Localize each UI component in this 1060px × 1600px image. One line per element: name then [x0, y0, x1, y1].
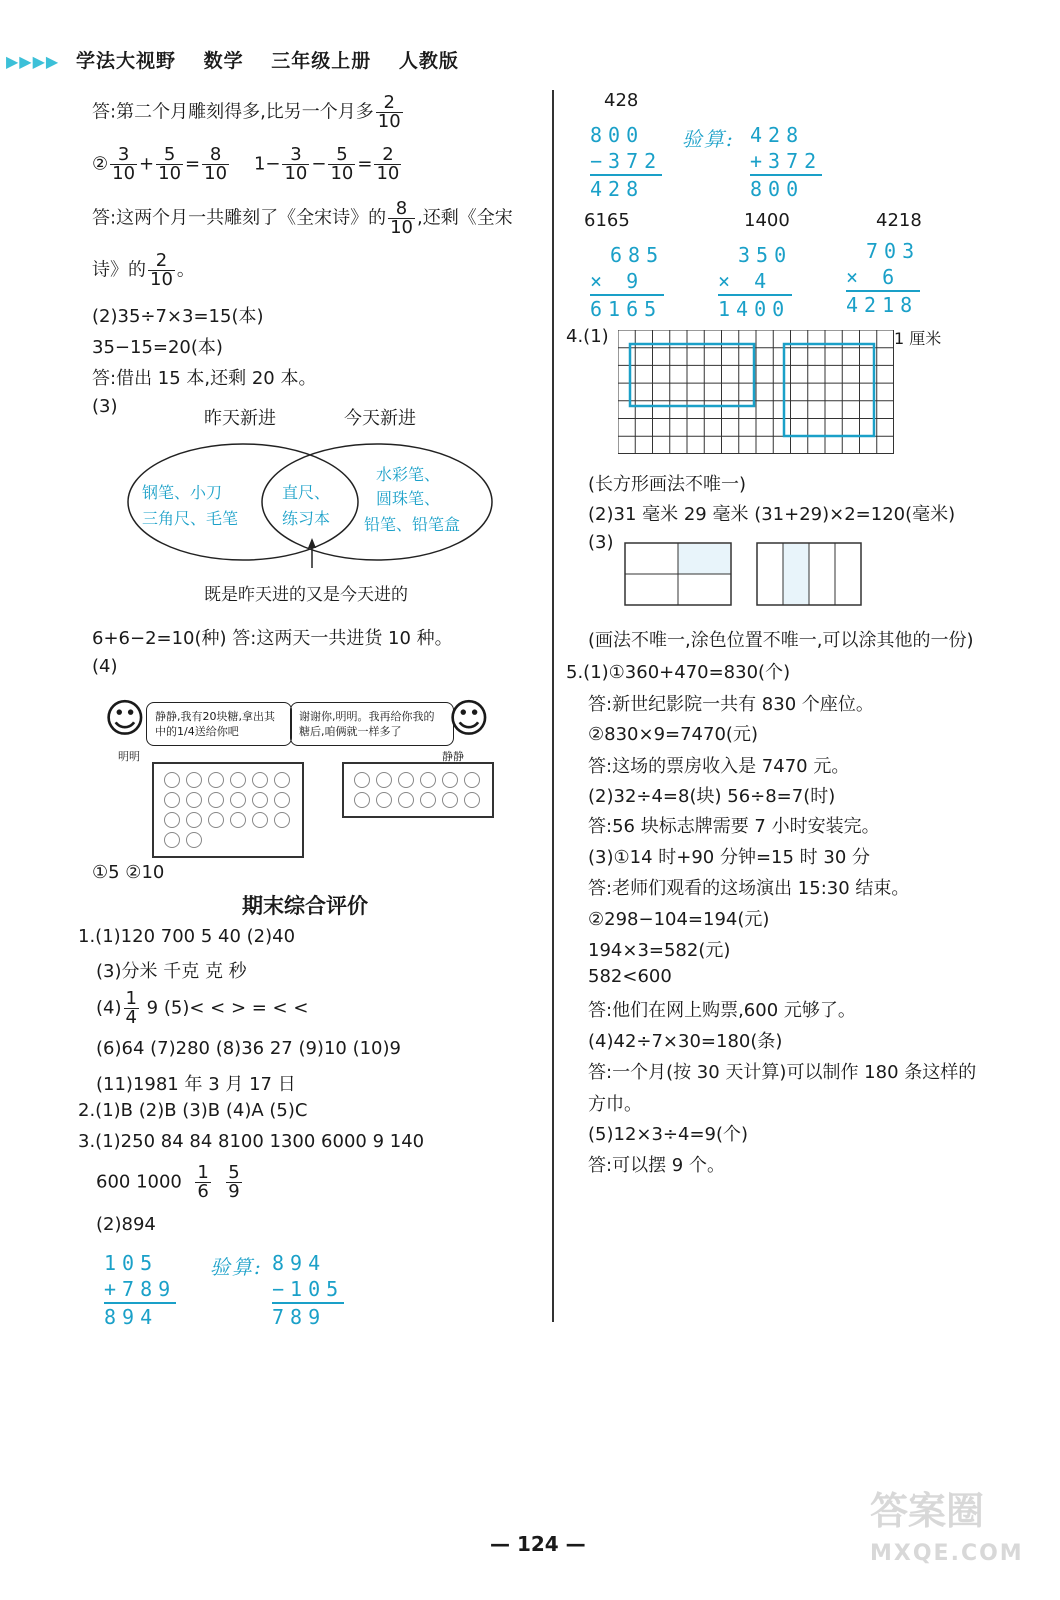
series-name: 学法大视野: [76, 50, 177, 72]
fraction-rect-2: [756, 542, 862, 606]
speech-bubble-2: 谢谢你,明明。我再给你我的糖后,咱俩就一样多了: [290, 702, 454, 746]
a5-3: 答:老师们观看的这场演出 15:30 结束。: [588, 878, 910, 899]
result-428: 428: [604, 90, 639, 111]
speech-bubble-1: 静静,我有20块糖,拿出其中的1/4送给你吧: [146, 702, 292, 746]
venn-diagram: [125, 440, 500, 570]
q5-3: (3)①14 时+90 分钟=15 时 30 分: [588, 847, 871, 868]
check-label-2: 验算:: [682, 127, 735, 151]
watermark-logo: 答案圈 MXQE.COM: [870, 1489, 1024, 1566]
venn-right-items-2: 圆珠笔、: [376, 489, 441, 508]
a5-4b: 方巾。: [588, 1094, 642, 1115]
venn-mid-items-2: 练习本: [282, 509, 331, 528]
product-1: 6165: [584, 210, 630, 231]
fraction-equation: ② $\frac{3}{10}$ + $\frac{5}{10}$ = $\frac{8}{10}$ 1− $\frac{3}{10}$ − $\frac{5}{10}$ = $\frac{2}{10}$: [92, 144, 400, 184]
q3-answers: 3.(1)250 84 84 8100 1300 6000 9 140: [78, 1131, 425, 1152]
note-drawing: (画法不唯一,涂色位置不唯一,可以涂其他的一份): [588, 630, 974, 651]
venn-left-items: 钢笔、小刀: [142, 483, 223, 502]
multiplication-3: 703 × 6 4218: [846, 239, 921, 317]
q1-line-3: (3)分米 千克 克 秒: [96, 961, 247, 982]
a5-2: 答:56 块标志牌需要 7 小时安装完。: [588, 816, 880, 837]
q2-line: (2)35÷7×3=15(本): [92, 306, 264, 327]
boy-figure-icon: ☺: [104, 696, 146, 742]
q4-2-answer: (2)31 毫米 29 毫米 (31+29)×2=120(毫米): [588, 504, 956, 525]
venn-right-items-3: 铅笔、铅笔盒: [364, 515, 461, 534]
fraction-rect-1: [624, 542, 732, 606]
q5-5: (5)12×3÷4=9(个): [588, 1124, 749, 1145]
venn-left-title: 昨天新进: [204, 408, 276, 429]
a5-1b: 答:这场的票房收入是 7470 元。: [588, 756, 850, 777]
column-divider: [552, 90, 554, 1322]
product-3: 4218: [876, 210, 922, 231]
a5-4: 答:一个月(按 30 天计算)可以制作 180 条这样的: [588, 1062, 977, 1083]
answer-line-4: 诗》的 $\frac{2}{10}$ 。: [92, 250, 195, 290]
vertical-subtraction-check: 894 −105 789: [272, 1251, 345, 1329]
q1-line-11: (11)1981 年 3 月 17 日: [96, 1074, 296, 1095]
multiplication-2: 350 × 4 1400: [718, 243, 793, 321]
q3-label: (3): [92, 396, 118, 417]
q3-answers-b: 600 1000 $\frac{1}{6}$ $\frac{5}{9}$: [96, 1162, 240, 1202]
venn-mid-items: 直尺、: [282, 483, 331, 502]
kid-name-1: 明明: [118, 750, 140, 763]
q5-3c: 194×3=582(元): [588, 940, 731, 961]
answer-line-1: 答:第二个月雕刻得多,比另一个月多 $\frac{2}{10}$: [92, 92, 401, 132]
note-rect: (长方形画法不唯一): [588, 474, 747, 495]
section-title: 期末综合评价: [242, 894, 368, 918]
multiplication-1: 685 × 9 6165: [590, 243, 665, 321]
unit-label: 1 厘米: [894, 329, 942, 348]
q5-1: 5.(1)①360+470=830(个): [566, 662, 791, 683]
q4-label: (4): [92, 656, 118, 677]
kid-name-2: 静静: [442, 750, 464, 763]
q2-line-b: 35−15=20(本): [92, 337, 223, 358]
square-grid: [618, 330, 894, 454]
vertical-subtraction: 800 −372 428: [590, 123, 663, 201]
answer-line-3: 答:这两个月一共雕刻了《全宋诗》的 $\frac{8}{10}$ ,还剩《全宋: [92, 198, 513, 238]
vertical-addition: 105 +789 894: [104, 1251, 177, 1329]
edition: 人教版: [398, 50, 459, 72]
q1-line-1: 1.(1)120 700 5 40 (2)40: [78, 926, 296, 947]
q5-3d: 582<600: [588, 966, 672, 987]
subject: 数学: [203, 50, 244, 72]
venn-right-title: 今天新进: [344, 408, 416, 429]
a5-5: 答:可以摆 9 个。: [588, 1155, 725, 1176]
vertical-addition-check: 428 +372 800: [750, 123, 823, 201]
q1-line-4: (4) $\frac{1}{4}$ 9 (5)< < > = < <: [96, 988, 309, 1028]
a5-3b: 答:他们在网上购票,600 元够了。: [588, 1000, 856, 1021]
q3-part-2: (2)894: [96, 1214, 156, 1235]
venn-caption: 既是昨天进的又是今天进的: [204, 585, 408, 605]
check-label: 验算:: [210, 1255, 263, 1279]
venn-left-items-2: 三角尺、毛笔: [142, 509, 239, 528]
q5-1b: ②830×9=7470(元): [588, 724, 758, 745]
product-2: 1400: [744, 210, 790, 231]
q5-2: (2)32÷4=8(块) 56÷8=7(时): [588, 786, 836, 807]
a5-1: 答:新世纪影院一共有 830 个座位。: [588, 694, 874, 715]
q1-line-6: (6)64 (7)280 (8)36 27 (9)10 (10)9: [96, 1038, 401, 1059]
candy-board-1: [152, 762, 304, 858]
header-decoration: ▶▶▶▶: [6, 52, 60, 71]
candy-board-2: [342, 762, 494, 818]
q2-answer: 答:借出 15 本,还剩 20 本。: [92, 368, 317, 389]
q4-answer: ①5 ②10: [92, 862, 165, 883]
q5-3b: ②298−104=194(元): [588, 909, 770, 930]
q4-3-label: (3): [588, 532, 614, 553]
q3-answer: 6+6−2=10(种) 答:这两天一共进货 10 种。: [92, 628, 453, 649]
q2-answers: 2.(1)B (2)B (3)B (4)A (5)C: [78, 1100, 308, 1121]
grade: 三年级上册: [271, 50, 372, 72]
girl-figure-icon: ☺: [448, 696, 490, 742]
venn-right-items: 水彩笔、: [376, 465, 441, 484]
page-number: — 124 —: [490, 1532, 586, 1556]
page-header: [76, 46, 479, 73]
q5-4: (4)42÷7×30=180(条): [588, 1031, 783, 1052]
q4-1-label: 4.(1): [566, 326, 609, 347]
